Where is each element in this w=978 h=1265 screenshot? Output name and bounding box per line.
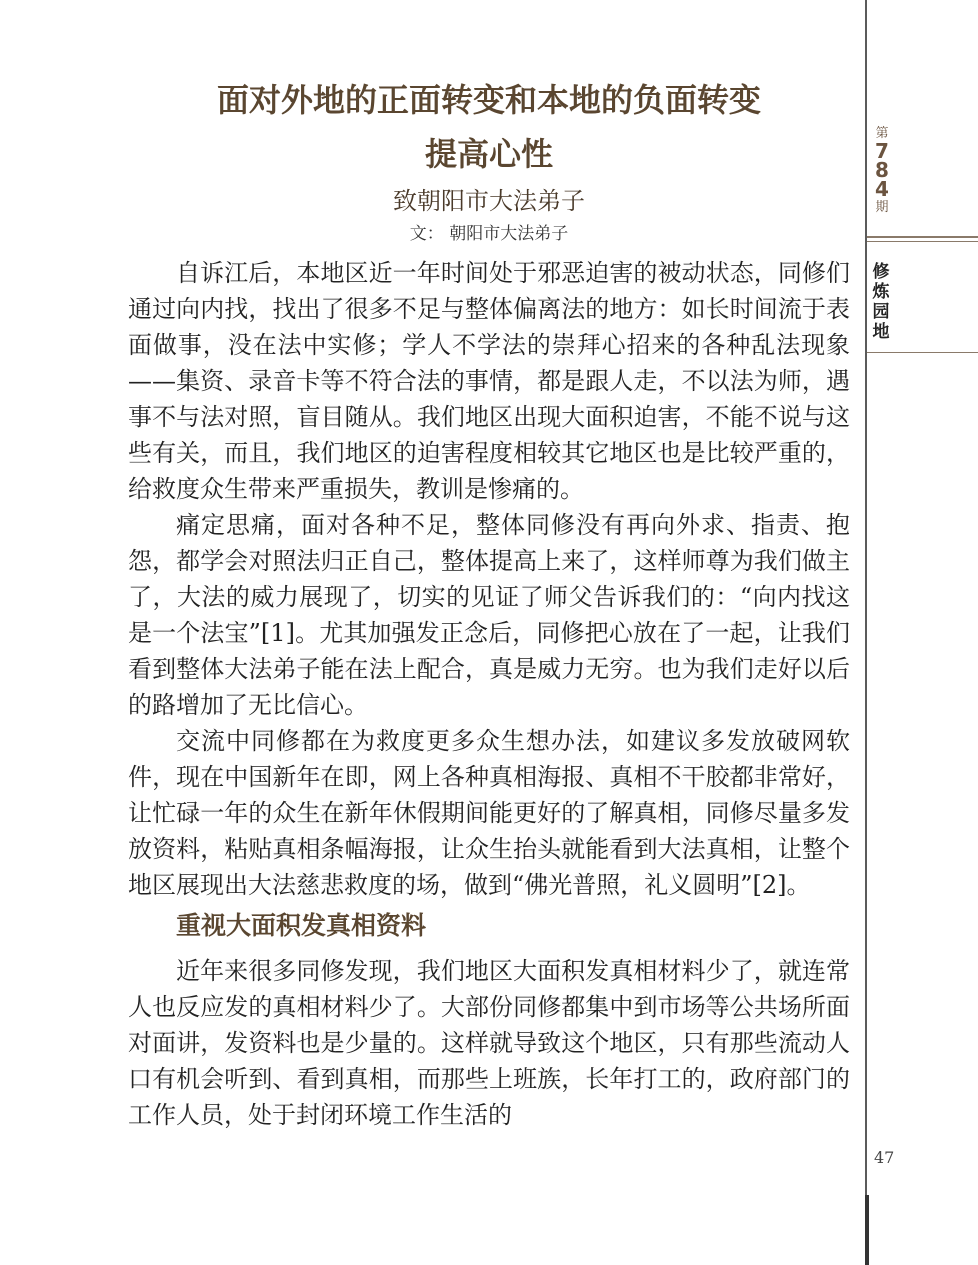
margin-divider bbox=[865, 0, 867, 1265]
margin-divider-bottom bbox=[865, 1195, 869, 1265]
section-tab-rule-top-thin bbox=[867, 241, 978, 242]
issue-number bbox=[872, 125, 892, 216]
article-byline: 文： 朝阳市大法弟子 bbox=[409, 224, 569, 244]
issue-digit: 7 bbox=[875, 139, 889, 163]
section-tab-rule-bottom bbox=[867, 352, 978, 353]
section-tab-rule-top bbox=[867, 236, 978, 238]
paragraph-2: 痛定思痛，面对各种不足，整体同修没有再向外求、指责、抱怨，都学会对照法归正自己，整体提高上来了，这样师尊为我们做主了，大法的威力展现了，切实的见证了师父告诉我们的：“向内找这是一个法宝”[1]。尤其加强发正念后，同修把心放在了一起，让我们看到整体大法弟子能在法上配合，真是威力无穷。也为我们走好以后的路增加了无比信心。 bbox=[128, 511, 850, 719]
section-tab-char: 炼 bbox=[872, 282, 890, 302]
issue-digit: 4 bbox=[875, 177, 889, 201]
section-heading: 重视大面积发真相资料 bbox=[176, 911, 427, 940]
paragraph-3: 交流中同修都在为救度更多众生想办法，如建议多发放破网软件，现在中国新年在即，网上各种真相海报、真相不干胶都非常好，让忙碌一年的众生在新年休假期间能更好的了解真相，同修尽量多发放资料，粘贴真相条幅海报，让众生抬头就能看到大法真相，让整个地区展现出大法慈悲救度的场，做到“佛光普照，礼义圆明”[2]。 bbox=[128, 727, 850, 899]
issue-prefix: 第 bbox=[875, 126, 889, 141]
section-tab-char: 园 bbox=[872, 302, 890, 322]
section-tab bbox=[871, 262, 891, 342]
page-number: 47 bbox=[874, 1148, 895, 1167]
issue-digit: 8 bbox=[875, 158, 889, 182]
article-subtitle: 致朝阳市大法弟子 bbox=[393, 187, 585, 215]
section-tab-char: 地 bbox=[872, 322, 890, 342]
article-title-line-2: 提高心性 bbox=[424, 135, 553, 173]
paragraph-1: 自诉江后，本地区近一年时间处于邪恶迫害的被动状态，同修们通过向内找，找出了很多不足与整体偏离法的地方：如长时间流于表面做事，没在法中实修；学人不学法的崇拜心招来的各种乱法现象——集资、录音卡等不符合法的事情，都是跟人走，不以法为师，遇事不与法对照，盲目随从。我们地区出现大面积迫害，不能不说与这些有关，而且，我们地区的迫害程度相较其它地区也是比较严重的，给救度众生带来严重损失，教训是惨痛的。 bbox=[128, 259, 850, 503]
section-tab-char: 修 bbox=[872, 262, 890, 282]
issue-suffix: 期 bbox=[875, 200, 889, 215]
article-body bbox=[128, 255, 850, 1133]
article-title-line-1: 面对外地的正面转变和本地的负面转变 bbox=[216, 81, 761, 119]
paragraph-4: 近年来很多同修发现，我们地区大面积发真相材料少了，就连常人也反应发的真相材料少了。大部份同修都集中到市场等公共场所面对面讲，发资料也是少量的。这样就导致这个地区，只有那些流动人口有机会听到、看到真相，而那些上班族，长年打工的，政府部门的工作人员，处于封闭环境工作生活的 bbox=[128, 957, 850, 1129]
